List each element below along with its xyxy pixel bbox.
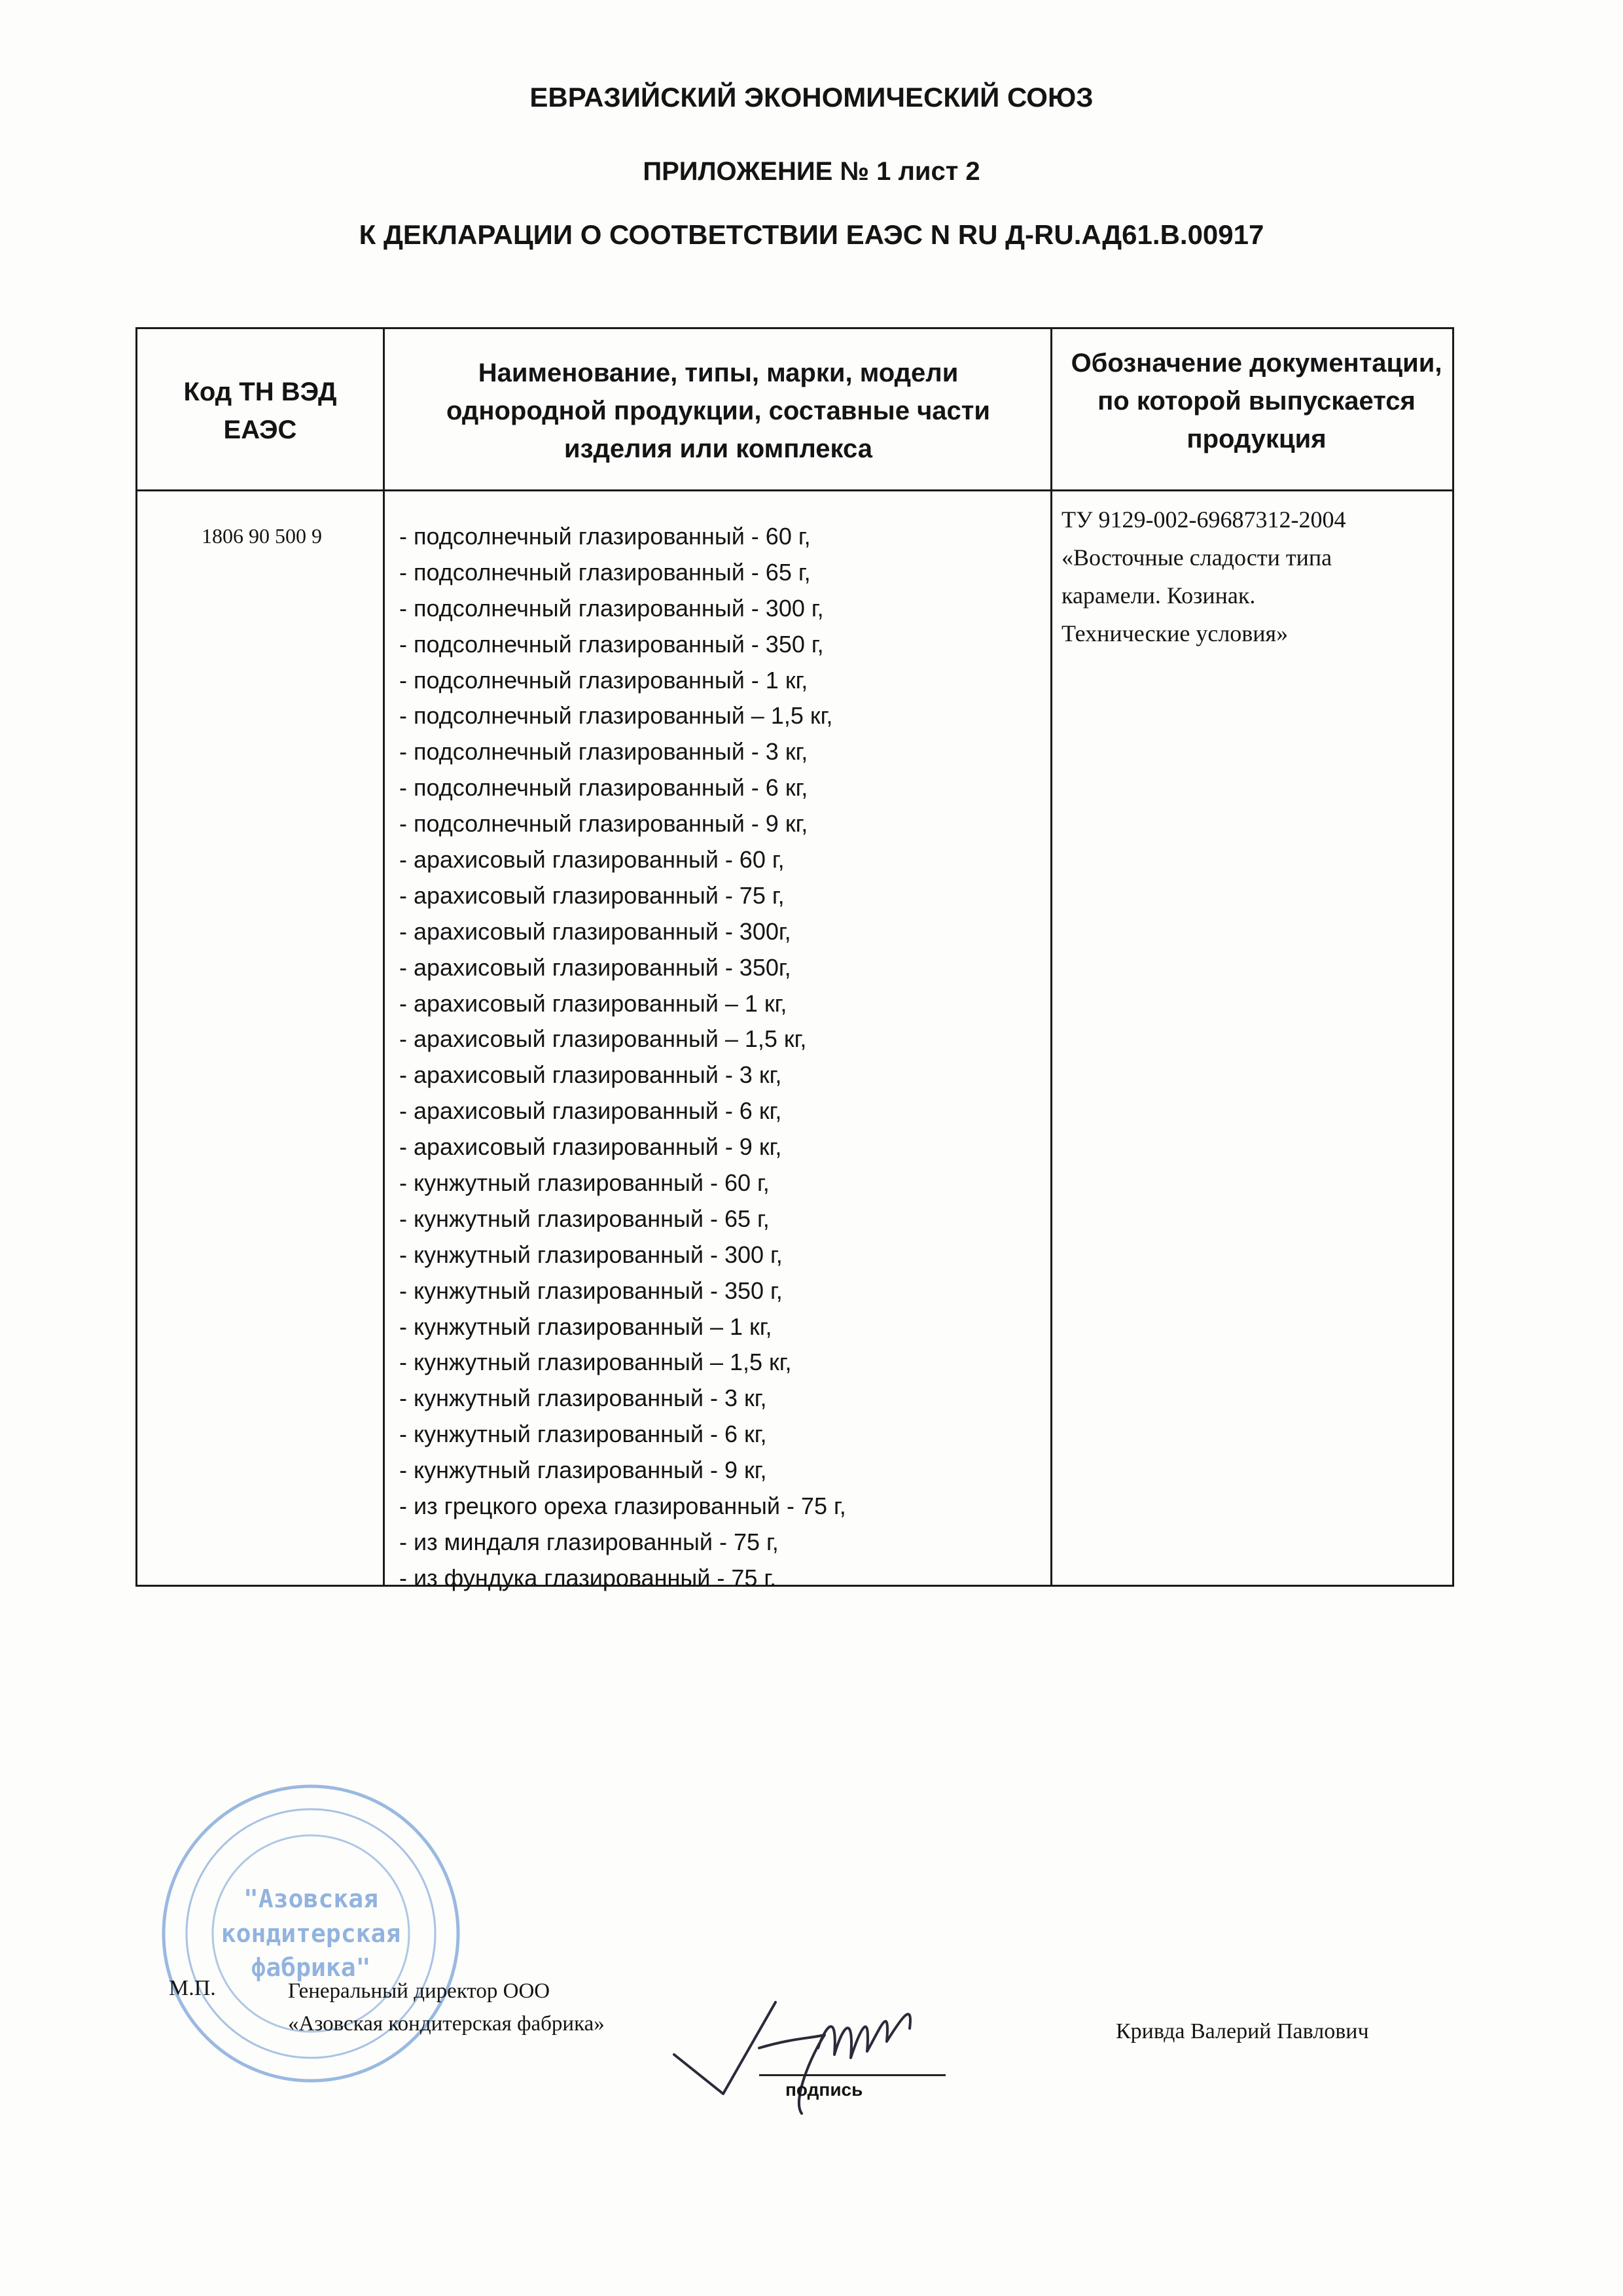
list-item: - из грецкого ореха глазированный - 75 г,: [399, 1492, 846, 1520]
signature-line: [759, 2074, 946, 2076]
list-item: - подсолнечный глазированный - 9 кг,: [399, 810, 808, 838]
spec-document: [1061, 501, 1448, 652]
seal-line: "Азовская: [243, 1884, 378, 1913]
col-divider: [383, 329, 385, 1585]
list-item: - арахисовый глазированный - 3 кг,: [399, 1061, 782, 1089]
seal-place-label: М.П.: [169, 1976, 216, 2000]
list-item: - подсолнечный глазированный - 350 г,: [399, 630, 824, 658]
seal-line: кондитерская: [221, 1919, 401, 1948]
list-item: - подсолнечный глазированный - 1 кг,: [399, 666, 808, 694]
list-item: - арахисовый глазированный - 6 кг,: [399, 1097, 782, 1125]
column-header-code: Код ТН ВЭД ЕАЭС: [183, 378, 337, 444]
list-item: - кунжутный глазированный - 60 г,: [399, 1169, 770, 1197]
director-line: «Азовская кондитерская фабрика»: [288, 2012, 605, 2036]
list-item: - кунжутный глазированный - 300 г,: [399, 1241, 783, 1268]
list-item: - кунжутный глазированный - 9 кг,: [399, 1457, 767, 1484]
director-line: Генеральный директор ООО: [288, 1979, 550, 2003]
signature-caption: подпись: [785, 2079, 863, 2100]
list-item: - подсолнечный глазированный - 60 г,: [399, 523, 811, 550]
list-item: - кунжутный глазированный - 3 кг,: [399, 1385, 767, 1412]
director-title: [288, 1975, 605, 2040]
appendix-title: ПРИЛОЖЕНИЕ № 1 лист 2: [643, 157, 980, 186]
column-header-doc: Обозначение документации, по которой выпускается продукция: [1071, 349, 1442, 453]
column-header-name: Наименование, типы, марки, модели однородной продукции, составные части изделия или комплекса: [446, 359, 990, 463]
list-item: - кунжутный глазированный - 350 г,: [399, 1277, 783, 1304]
list-item: - из фундука глазированный - 75 г.: [399, 1564, 777, 1591]
list-item: - арахисовый глазированный - 75 г,: [399, 881, 785, 909]
spec-line: ТУ 9129-002-69687312-2004: [1061, 506, 1346, 533]
list-item: - подсолнечный глазированный - 3 кг,: [399, 738, 808, 766]
signatory-name: Кривда Валерий Павлович: [1116, 2019, 1369, 2043]
spec-line: «Восточные сладости типа: [1061, 544, 1332, 571]
spec-line: карамели. Козинак.: [1061, 582, 1256, 609]
list-item: - кунжутный глазированный - 6 кг,: [399, 1421, 767, 1448]
company-seal: [157, 1780, 465, 2087]
list-item: - кунжутный глазированный – 1 кг,: [399, 1313, 772, 1340]
spec-line: Технические условия»: [1061, 620, 1289, 646]
list-item: - арахисовый глазированный - 60 г,: [399, 846, 785, 874]
list-item: - подсолнечный глазированный - 6 кг,: [399, 774, 808, 802]
product-table: [135, 327, 1454, 1591]
list-item: - арахисовый глазированный - 350г,: [399, 953, 791, 981]
list-item: - из миндаля глазированный - 75 г,: [399, 1528, 779, 1555]
list-item: - кунжутный глазированный – 1,5 кг,: [399, 1349, 792, 1376]
list-item: - арахисовый глазированный - 9 кг,: [399, 1133, 782, 1161]
union-title: ЕВРАЗИЙСКИЙ ЭКОНОМИЧЕСКИЙ СОЮЗ: [529, 82, 1094, 113]
product-list: [399, 519, 1054, 1597]
list-item: - подсолнечный глазированный – 1,5 кг,: [399, 702, 833, 730]
list-item: - арахисовый глазированный - 300г,: [399, 917, 791, 945]
tnved-code: 1806 90 500 9: [202, 524, 322, 548]
list-item: - арахисовый глазированный – 1 кг,: [399, 989, 787, 1017]
header-divider: [137, 489, 1452, 491]
list-item: - кунжутный глазированный - 65 г,: [399, 1205, 770, 1232]
list-item: - подсолнечный глазированный - 300 г,: [399, 594, 824, 622]
seal-line: фабрика": [251, 1953, 371, 1982]
signature: [661, 1976, 962, 2127]
list-item: - подсолнечный глазированный - 65 г,: [399, 558, 811, 586]
declaration-title: К ДЕКЛАРАЦИИ О СООТВЕТСТВИИ ЕАЭС N RU Д-RU.АД61.В.00917: [359, 219, 1264, 250]
list-item: - арахисовый глазированный – 1,5 кг,: [399, 1025, 807, 1053]
